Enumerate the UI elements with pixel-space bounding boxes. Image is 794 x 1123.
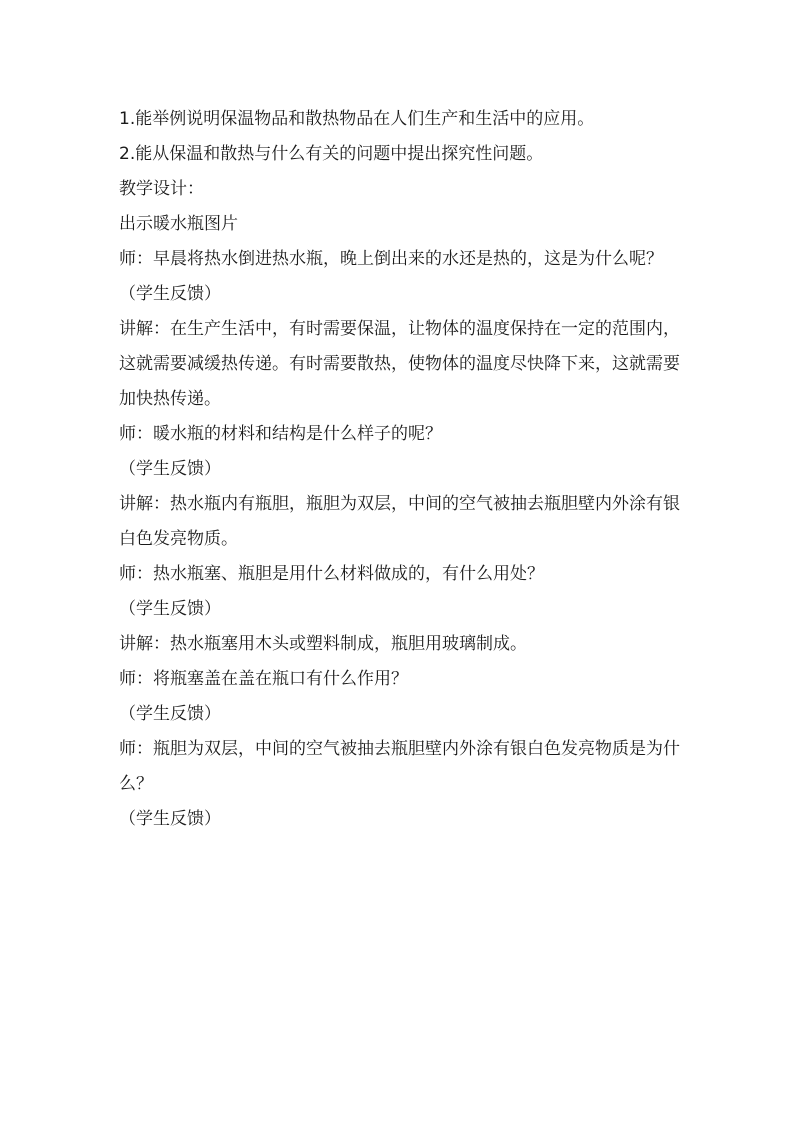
explanation-text: 讲解：在生产生活中，有时需要保温，让物体的温度保持在一定的范围内，这就需要减缓热传递。有时需要散热，使物体的温度尽快降下来，这就需要加快热传递。 <box>119 319 680 409</box>
teacher-question: 师：热水瓶塞、瓶胆是用什么材料做成的，有什么用处？ <box>119 564 544 584</box>
document-body <box>119 102 682 837</box>
student-feedback: （学生反馈） <box>119 809 221 829</box>
teacher-question: 师：瓶胆为双层，中间的空气被抽去瓶胆壁内外涂有银白色发亮物质是为什么？ <box>119 739 680 794</box>
teacher-question: 师：早晨将热水倒进热水瓶，晚上倒出来的水还是热的，这是为什么呢？ <box>119 249 663 269</box>
student-feedback: （学生反馈） <box>119 704 221 724</box>
teacher-question: 师：将瓶塞盖在盖在瓶口有什么作用？ <box>119 669 408 689</box>
objective-1: 1.能举例说明保温物品和散热物品在人们生产和生活中的应用。 <box>119 109 595 129</box>
student-feedback: （学生反馈） <box>119 284 221 304</box>
explanation-text: 讲解：热水瓶塞用木头或塑料制成，瓶胆用玻璃制成。 <box>119 634 527 654</box>
objective-2: 2.能从保温和散热与什么有关的问题中提出探究性问题。 <box>119 144 544 164</box>
instruction-text: 出示暖水瓶图片 <box>119 214 238 234</box>
explanation-text: 讲解：热水瓶内有瓶胆，瓶胆为双层，中间的空气被抽去瓶胆壁内外涂有银白色发亮物质。 <box>119 494 680 549</box>
teacher-question: 师：暖水瓶的材料和结构是什么样子的呢？ <box>119 424 442 444</box>
section-heading: 教学设计： <box>119 179 204 199</box>
student-feedback: （学生反馈） <box>119 459 221 479</box>
student-feedback: （学生反馈） <box>119 599 221 619</box>
